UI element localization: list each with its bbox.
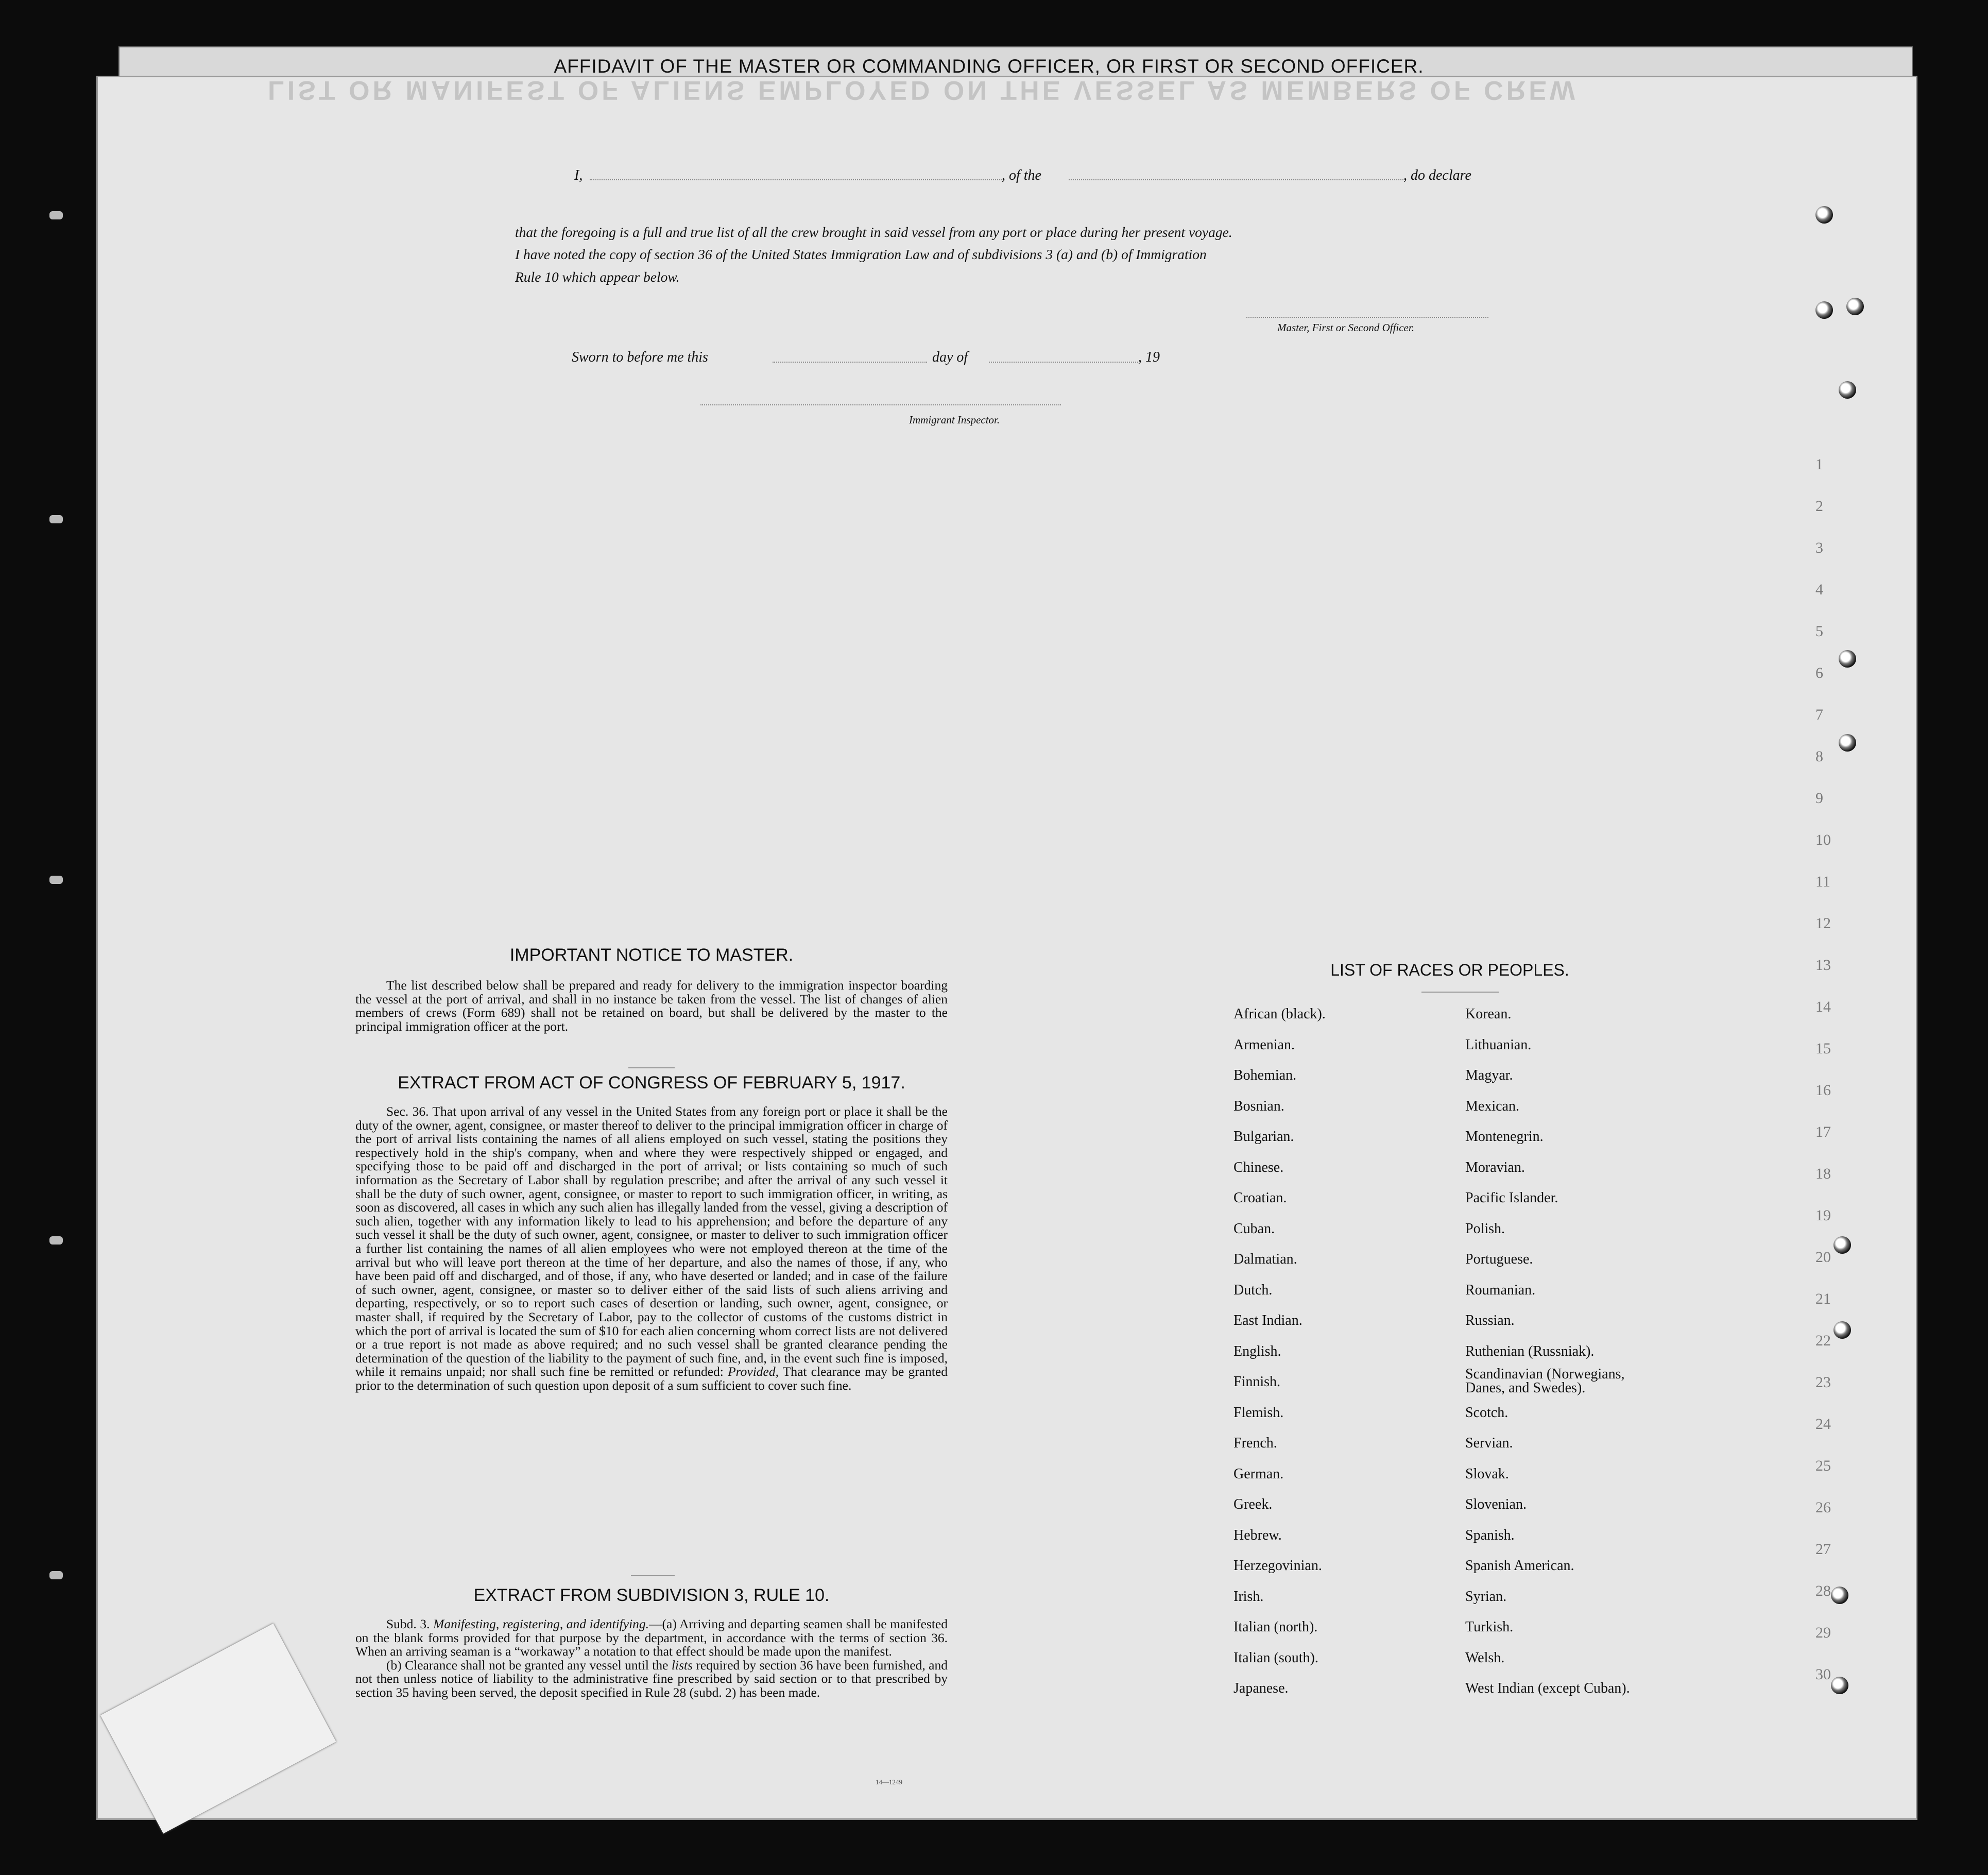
race-item: Flemish. [1233,1404,1284,1421]
race-item: Italian (south). [1233,1649,1318,1666]
row-number: 6 [1815,664,1823,681]
row-number: 28 [1815,1582,1831,1599]
race-item: German. [1233,1465,1284,1482]
divider [1421,992,1499,993]
race-item: African (black). [1233,1006,1326,1022]
act-extract-text [355,1105,948,1392]
race-item: East Indian. [1233,1312,1303,1328]
divider [631,1575,675,1576]
race-item: Roumanian. [1465,1282,1536,1298]
rule-extract-text [355,1617,948,1700]
row-number: 30 [1815,1666,1831,1683]
day-of-label: day of [932,349,968,365]
row-number: 18 [1815,1165,1831,1182]
officer-caption: Master, First or Second Officer. [1277,321,1414,334]
binder-clip [49,1571,63,1579]
race-item: Irish. [1233,1588,1264,1605]
row-number: 16 [1815,1082,1831,1099]
race-item: Pacific Islander. [1465,1190,1558,1206]
race-item: Korean. [1465,1006,1512,1022]
month-field[interactable] [989,362,1138,363]
row-number: 10 [1815,831,1831,848]
inspector-caption: Immigrant Inspector. [909,414,1000,426]
notice-paragraph: The list described below shall be prepared and ready for delivery to the immigration inspector boarding the vessel at the port of arrival, and shall in no instance be taken from the vessel. The list of changes of alien members of crews (Form 689) shall not be retained on board, but shall be delivered by the master to the principal immigration officer at the port. [355,978,948,1034]
subd-label: Subd. 3. [386,1616,430,1631]
punch-hole [1839,381,1856,399]
punch-hole [1831,1587,1848,1604]
race-item: French. [1233,1435,1277,1451]
form-number: 14—1249 [876,1778,902,1786]
race-item: Spanish American. [1465,1558,1574,1574]
provided-label: Provided, [728,1364,779,1379]
subd-text-b-end: required by section 36 have been furnished, and not then unless notice of liability to the administrative fine prescribed by said section or to that prescribed by section 35 having been served, the deposit specified in Rule 28 (subd. 2) has been made. [355,1657,948,1700]
i-label: I, [574,167,583,183]
race-item: Syrian. [1465,1588,1507,1605]
statement-line-2: I have noted the copy of section 36 of the United States Immigration Law and of subdivisions 3 (a) and (b) of Immigration [515,246,1207,262]
name-field[interactable] [590,179,1002,180]
race-item: Hebrew. [1233,1527,1282,1543]
race-item: Japanese. [1233,1680,1289,1696]
race-item: Dutch. [1233,1282,1273,1298]
binder-clip [49,876,63,884]
row-number: 17 [1815,1123,1831,1140]
race-item: Greek. [1233,1496,1273,1512]
row-number: 9 [1815,790,1823,807]
do-declare-label: , do declare [1403,167,1471,183]
row-number: 20 [1815,1249,1831,1266]
punch-hole [1831,1677,1848,1694]
race-item: Moravian. [1465,1159,1525,1175]
race-item: Montenegrin. [1465,1129,1544,1145]
punch-hole [1833,1321,1851,1339]
row-number: 23 [1815,1374,1831,1391]
punch-hole [1846,298,1864,315]
subd-heading: Manifesting, registering, and identifying. [433,1616,649,1631]
row-number: 15 [1815,1040,1831,1057]
subd-text-a: —(a) Arriving and departing seamen shall be manifested on the blank forms provided for that purpose by the department, in accordance with the terms of section 36. When an arriving seaman is a “workaway” a notation to that effect should be made upon the manifest. [355,1616,948,1659]
vessel-field[interactable] [1069,179,1403,180]
section-label: Sec. 36. [386,1104,429,1119]
race-item: Bulgarian. [1233,1129,1294,1145]
race-item: Dalmatian. [1233,1251,1297,1267]
row-number: 2 [1815,498,1823,515]
punch-hole [1839,734,1856,752]
subd-text-b-start: (b) Clearance shall not be granted any vessel until the [386,1657,669,1673]
race-item: West Indian (except Cuban). [1465,1680,1630,1696]
statement-line-3: Rule 10 which appear below. [515,269,680,285]
row-number: 13 [1815,957,1831,974]
race-item: Spanish. [1465,1527,1515,1543]
race-item: Slovenian. [1465,1496,1527,1512]
row-number: 3 [1815,539,1823,556]
punch-hole [1833,1236,1851,1254]
row-number: 25 [1815,1457,1831,1474]
punch-hole [1815,301,1833,319]
year-label: , 19 [1138,349,1160,365]
section-36-text: That upon arrival of any vessel in the United States from any foreign port or place it shall be the duty of the owner, agent, consignee, or master thereof to deliver to the principal immigration officer in charge of the port of arrival lists containing the names of all aliens employed on such vessel, stating the positions they respectively hold in the ship's company, when and where they were respectively shipped or engaged, and specifying those to be paid off and discharged in the port of arrival; or lists containing so much of such information as the Secretary of Labor shall by regulation prescribe; and after the arrival of any such vessel it shall be the duty of such owner, agent, consignee, or master to report to such immigration officer, in writing, as soon as discovered, all cases in which any such alien has illegally landed from the vessel, giving a description of such alien, together with any information likely to lead to his apprehension; and before the departure of any such vessel it shall be the duty of such owner, agent, consignee, or master to deliver to such immigration officer a further list containing the names of all alien employees who were not employed thereon at the time of the arrival but who will leave port thereon at the time of her departure, and also the names of those, if any, who have been paid off and discharged, and of those, if any, who have deserted or landed; and in case of the failure of such owner, agent, consignee, or master so to deliver either of the said lists of such aliens arriving and departing, respectively, or so to report such cases of desertion or landing, such owner, agent, consignee, or master shall, if required by the Secretary of Labor, pay to the collector of customs of the customs district in which the port of arrival is located the sum of $10 for each alien concerning whom correct lists are not delivered or a true report is not made as above required; and no such vessel shall be granted clearance pending the determination of the question of the liability to the payment of such fine, and, in the event such fine is imposed, while it remains unpaid; nor shall such fine be remitted or refunded: [355,1104,948,1379]
race-item: Cuban. [1233,1220,1275,1237]
row-number: 12 [1815,915,1831,932]
race-item: Herzegovinian. [1233,1558,1322,1574]
statement-line-1: that the foregoing is a full and true list of all the crew brought in said vessel from any port or place during her present voyage. [515,224,1232,240]
race-item: Bosnian. [1233,1098,1284,1114]
act-extract-title: EXTRACT FROM ACT OF CONGRESS OF FEBRUARY 5, 1917. [398,1073,905,1093]
day-field[interactable] [773,362,927,363]
race-item: Russian. [1465,1312,1515,1328]
row-number: 29 [1815,1624,1831,1641]
row-number: 24 [1815,1416,1831,1433]
subd-text-b-lists: lists [671,1657,693,1673]
row-number: 27 [1815,1541,1831,1558]
row-number: 14 [1815,998,1831,1015]
race-item: Polish. [1465,1220,1505,1237]
race-item: Turkish. [1465,1619,1514,1635]
officer-signature-field[interactable] [1246,317,1488,318]
punch-hole [1839,650,1856,668]
race-item: Chinese. [1233,1159,1284,1175]
race-item: Ruthenian (Russniak). [1465,1343,1595,1359]
race-item: Portuguese. [1465,1251,1533,1267]
races-title: LIST OF RACES OR PEOPLES. [1330,961,1569,979]
race-item: Slovak. [1465,1465,1509,1482]
race-item: Finnish. [1233,1374,1281,1390]
affidavit-title: AFFIDAVIT OF THE MASTER OR COMMANDING OFFICER, OR FIRST OR SECOND OFFICER. [554,56,1424,77]
race-item: Servian. [1465,1435,1513,1451]
row-number: 5 [1815,623,1823,640]
race-item: Scandinavian (Norwegians, Danes, and Swedes). [1465,1366,1625,1396]
race-item: English. [1233,1343,1281,1359]
binder-clip [49,515,63,523]
inspector-signature-field[interactable] [700,404,1061,405]
row-number: 21 [1815,1290,1831,1307]
race-item: Armenian. [1233,1036,1295,1053]
race-item: Magyar. [1465,1067,1513,1083]
row-number: 7 [1815,706,1823,723]
punch-hole [1815,206,1833,224]
row-number: 26 [1815,1499,1831,1516]
notice-title: IMPORTANT NOTICE TO MASTER. [509,945,794,965]
bleed-through-title: LIST OR MANIFEST OF ALIENS EMPLOYED ON THE VESSEL AS MEMBERS OF CREW [268,75,1578,105]
race-item: Croatian. [1233,1190,1287,1206]
race-item: Bohemian. [1233,1067,1297,1083]
binder-clip [49,211,63,219]
race-item: Italian (north). [1233,1619,1318,1635]
notice-text [355,979,948,1033]
race-item: Lithuanian. [1465,1036,1532,1053]
race-item: Scotch. [1465,1404,1509,1421]
row-number: 4 [1815,581,1823,598]
row-number: 22 [1815,1332,1831,1349]
race-item: Welsh. [1465,1649,1505,1666]
row-number: 11 [1815,873,1830,890]
binder-clip [49,1236,63,1245]
of-the-label: , of the [1002,167,1041,183]
section-36-text-end: That clearance may be granted prior to the determination of such question upon deposit of a sum sufficient to cover such fine. [355,1364,948,1393]
divider [628,1067,675,1068]
row-number: 19 [1815,1207,1831,1224]
rule-extract-title: EXTRACT FROM SUBDIVISION 3, RULE 10. [473,1586,830,1605]
row-number: 8 [1815,748,1823,765]
race-item: Mexican. [1465,1098,1519,1114]
sworn-label: Sworn to before me this [572,349,708,365]
row-number: 1 [1815,456,1823,473]
